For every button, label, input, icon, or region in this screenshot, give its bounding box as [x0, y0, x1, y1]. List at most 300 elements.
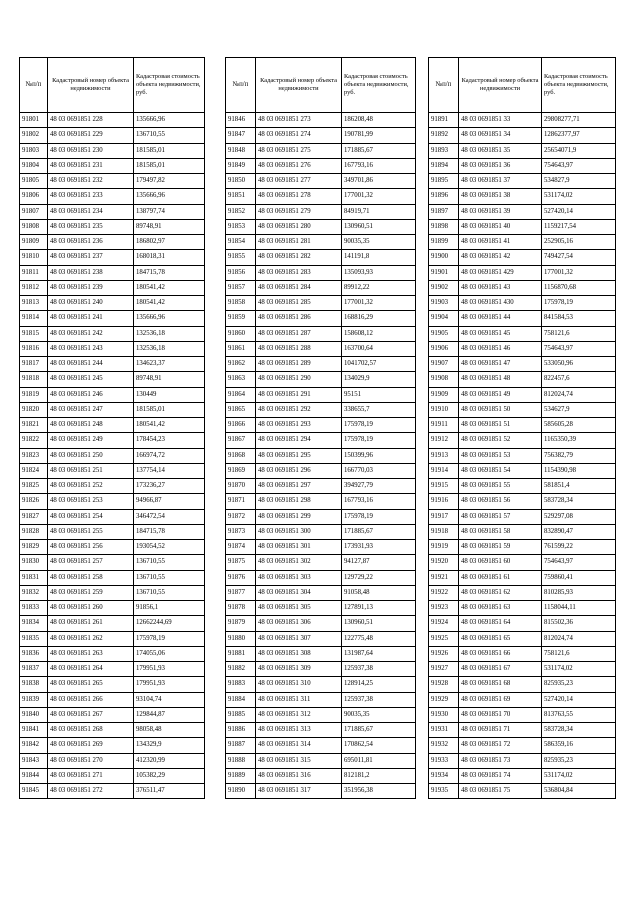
cell-num: 91932 — [429, 738, 459, 753]
table-row — [20, 723, 205, 738]
cell-num: 91931 — [429, 723, 459, 738]
cell-cadastral-cost: 29808277,71 — [542, 113, 616, 128]
cell-cadastral-number: 48 03 0691851 289 — [256, 357, 342, 372]
cell-num: 91886 — [226, 723, 256, 738]
table-row — [20, 372, 205, 387]
cell-cadastral-number: 48 03 0691851 234 — [48, 204, 134, 219]
cell-cadastral-cost: 134329,9 — [134, 738, 205, 753]
cell-cadastral-number: 48 03 0691851 238 — [48, 265, 134, 280]
table-row — [429, 357, 616, 372]
cell-cadastral-number: 48 03 0691851 312 — [256, 707, 342, 722]
cell-cadastral-number: 48 03 0691851 297 — [256, 479, 342, 494]
cell-cadastral-number: 48 03 0691851 70 — [459, 707, 542, 722]
table-row — [429, 311, 616, 326]
cell-cadastral-number: 48 03 0691851 300 — [256, 524, 342, 539]
header-cadastral-number: Кадастровый номер объекта недвижимости — [459, 58, 542, 113]
table-row — [226, 616, 416, 631]
cell-cadastral-cost: 171885,67 — [342, 143, 416, 158]
cell-num: 91841 — [20, 723, 48, 738]
cell-cadastral-number: 48 03 0691851 250 — [48, 448, 134, 463]
cell-num: 91806 — [20, 189, 48, 204]
cell-num: 91851 — [226, 189, 256, 204]
table-row — [429, 555, 616, 570]
cell-num: 91808 — [20, 219, 48, 234]
table-row — [226, 692, 416, 707]
table-row — [20, 128, 205, 143]
cell-cadastral-number: 48 03 0691851 67 — [459, 662, 542, 677]
table-row — [226, 570, 416, 585]
table-row — [429, 265, 616, 280]
cell-cadastral-number: 48 03 0691851 72 — [459, 738, 542, 753]
cell-num: 91900 — [429, 250, 459, 265]
cell-cadastral-number: 48 03 0691851 38 — [459, 189, 542, 204]
cell-num: 91870 — [226, 479, 256, 494]
table-row — [226, 585, 416, 600]
table-row — [429, 204, 616, 219]
cell-cadastral-cost: 179951,93 — [134, 677, 205, 692]
cell-cadastral-cost: 759860,41 — [542, 570, 616, 585]
cell-num: 91926 — [429, 646, 459, 661]
cell-cadastral-cost: 825935,23 — [542, 753, 616, 768]
cell-cadastral-cost: 125937,38 — [342, 662, 416, 677]
cell-cadastral-number: 48 03 0691851 230 — [48, 143, 134, 158]
cell-num: 91824 — [20, 463, 48, 478]
cell-cadastral-number: 48 03 0691851 284 — [256, 280, 342, 295]
cell-cadastral-number: 48 03 0691851 311 — [256, 692, 342, 707]
table-row — [20, 738, 205, 753]
cell-cadastral-number: 48 03 0691851 296 — [256, 463, 342, 478]
cell-num: 91802 — [20, 128, 48, 143]
cell-num: 91879 — [226, 616, 256, 631]
cell-num: 91804 — [20, 158, 48, 173]
cell-num: 91895 — [429, 174, 459, 189]
cell-cadastral-number: 48 03 0691851 50 — [459, 402, 542, 417]
cell-num: 91882 — [226, 662, 256, 677]
table-row — [20, 387, 205, 402]
table-row — [429, 677, 616, 692]
cell-cadastral-cost: 91058,48 — [342, 585, 416, 600]
cell-cadastral-number: 48 03 0691851 241 — [48, 311, 134, 326]
cell-cadastral-cost: 90035,35 — [342, 235, 416, 250]
cell-num: 91907 — [429, 357, 459, 372]
cell-cadastral-cost: 166974,72 — [134, 448, 205, 463]
cell-cadastral-number: 48 03 0691851 274 — [256, 128, 342, 143]
cell-cadastral-cost: 135093,93 — [342, 265, 416, 280]
cell-num: 91920 — [429, 555, 459, 570]
table-row — [226, 311, 416, 326]
header-cadastral-cost: Кадастровая стоимость объекта недвижимости, руб. — [542, 58, 616, 113]
cell-cadastral-number: 48 03 0691851 59 — [459, 540, 542, 555]
cell-cadastral-number: 48 03 0691851 47 — [459, 357, 542, 372]
cell-cadastral-cost: 130960,51 — [342, 219, 416, 234]
table-row — [20, 296, 205, 311]
table-row — [429, 433, 616, 448]
cell-num: 91887 — [226, 738, 256, 753]
cell-cadastral-cost: 754643,97 — [542, 555, 616, 570]
cell-cadastral-number: 48 03 0691851 44 — [459, 311, 542, 326]
cell-cadastral-number: 48 03 0691851 239 — [48, 280, 134, 295]
cell-cadastral-cost: 174055,06 — [134, 646, 205, 661]
cell-cadastral-cost: 351956,38 — [342, 784, 416, 799]
cell-cadastral-cost: 813763,55 — [542, 707, 616, 722]
table-row — [226, 463, 416, 478]
cell-cadastral-cost: 180541,42 — [134, 280, 205, 295]
table-row — [429, 784, 616, 799]
table-row — [226, 524, 416, 539]
table-row — [226, 677, 416, 692]
table-row — [226, 768, 416, 783]
table-row — [20, 448, 205, 463]
cell-cadastral-cost: 531174,02 — [542, 662, 616, 677]
cell-num: 91905 — [429, 326, 459, 341]
cell-cadastral-number: 48 03 0691851 317 — [256, 784, 342, 799]
table-row — [429, 128, 616, 143]
cell-num: 91834 — [20, 616, 48, 631]
cell-num: 91893 — [429, 143, 459, 158]
cell-num: 91925 — [429, 631, 459, 646]
cell-cadastral-cost: 166770,03 — [342, 463, 416, 478]
cell-num: 91891 — [429, 113, 459, 128]
table-row — [226, 448, 416, 463]
cell-cadastral-number: 48 03 0691851 309 — [256, 662, 342, 677]
cell-cadastral-number: 48 03 0691851 280 — [256, 219, 342, 234]
cell-cadastral-number: 48 03 0691851 288 — [256, 341, 342, 356]
table-row — [20, 250, 205, 265]
cell-cadastral-cost: 394927,79 — [342, 479, 416, 494]
table-row — [429, 113, 616, 128]
cell-cadastral-number: 48 03 0691851 266 — [48, 692, 134, 707]
table-row — [226, 204, 416, 219]
cell-num: 91894 — [429, 158, 459, 173]
cell-cadastral-cost: 1154390,98 — [542, 463, 616, 478]
cell-num: 91902 — [429, 280, 459, 295]
table-row — [20, 662, 205, 677]
cell-num: 91827 — [20, 509, 48, 524]
cell-num: 91921 — [429, 570, 459, 585]
cell-cadastral-cost: 756382,79 — [542, 448, 616, 463]
cell-cadastral-number: 48 03 0691851 276 — [256, 158, 342, 173]
table-row — [226, 143, 416, 158]
cell-num: 91828 — [20, 524, 48, 539]
table-row — [429, 540, 616, 555]
cell-cadastral-number: 48 03 0691851 258 — [48, 570, 134, 585]
cell-cadastral-number: 48 03 0691851 307 — [256, 631, 342, 646]
cell-cadastral-number: 48 03 0691851 293 — [256, 418, 342, 433]
table-body — [429, 113, 616, 799]
cell-cadastral-number: 48 03 0691851 313 — [256, 723, 342, 738]
cell-num: 91813 — [20, 296, 48, 311]
cell-num: 91858 — [226, 296, 256, 311]
table-row — [429, 341, 616, 356]
cell-cadastral-cost: 98058,48 — [134, 723, 205, 738]
table-row — [429, 158, 616, 173]
table-row — [20, 570, 205, 585]
cell-cadastral-number: 48 03 0691851 55 — [459, 479, 542, 494]
table-row — [429, 189, 616, 204]
table-row — [429, 601, 616, 616]
cell-cadastral-number: 48 03 0691851 240 — [48, 296, 134, 311]
table-row — [226, 601, 416, 616]
cell-cadastral-cost: 90035,35 — [342, 707, 416, 722]
cell-num: 91831 — [20, 570, 48, 585]
table-row — [226, 174, 416, 189]
table-row — [429, 524, 616, 539]
cell-cadastral-cost: 163700,64 — [342, 341, 416, 356]
table-row — [226, 707, 416, 722]
cell-cadastral-number: 48 03 0691851 43 — [459, 280, 542, 295]
table-row — [20, 601, 205, 616]
table-row — [226, 646, 416, 661]
cell-cadastral-number: 48 03 0691851 249 — [48, 433, 134, 448]
table-header-row — [226, 58, 416, 113]
cell-num: 91833 — [20, 601, 48, 616]
cell-num: 91913 — [429, 448, 459, 463]
cell-cadastral-number: 48 03 0691851 287 — [256, 326, 342, 341]
cell-cadastral-cost: 177001,32 — [342, 189, 416, 204]
cell-cadastral-number: 48 03 0691851 429 — [459, 265, 542, 280]
cell-num: 91871 — [226, 494, 256, 509]
cell-num: 91928 — [429, 677, 459, 692]
cell-num: 91881 — [226, 646, 256, 661]
cell-cadastral-cost: 536804,84 — [542, 784, 616, 799]
cell-num: 91812 — [20, 280, 48, 295]
cell-cadastral-number: 48 03 0691851 273 — [256, 113, 342, 128]
cell-cadastral-number: 48 03 0691851 46 — [459, 341, 542, 356]
table-row — [226, 418, 416, 433]
header-num: №п/п — [20, 58, 48, 113]
header-cadastral-cost: Кадастровая стоимость объекта недвижимости, руб. — [134, 58, 205, 113]
cell-cadastral-cost: 89912,22 — [342, 280, 416, 295]
cell-cadastral-cost: 349701,86 — [342, 174, 416, 189]
table-header-row — [429, 58, 616, 113]
cell-num: 91821 — [20, 418, 48, 433]
cell-cadastral-cost: 758121,6 — [542, 646, 616, 661]
cell-cadastral-cost: 758121,6 — [542, 326, 616, 341]
table-row — [429, 219, 616, 234]
cell-cadastral-cost: 754643,97 — [542, 158, 616, 173]
table-row — [429, 463, 616, 478]
cell-cadastral-number: 48 03 0691851 231 — [48, 158, 134, 173]
cell-num: 91866 — [226, 418, 256, 433]
cell-cadastral-number: 48 03 0691851 306 — [256, 616, 342, 631]
table-row — [20, 509, 205, 524]
cell-cadastral-cost: 583728,34 — [542, 723, 616, 738]
cell-cadastral-number: 48 03 0691851 243 — [48, 341, 134, 356]
cell-cadastral-number: 48 03 0691851 75 — [459, 784, 542, 799]
cell-num: 91847 — [226, 128, 256, 143]
cell-num: 91877 — [226, 585, 256, 600]
cell-cadastral-number: 48 03 0691851 292 — [256, 402, 342, 417]
cell-cadastral-cost: 761599,22 — [542, 540, 616, 555]
cell-cadastral-cost: 168816,29 — [342, 311, 416, 326]
cell-cadastral-number: 48 03 0691851 314 — [256, 738, 342, 753]
cell-cadastral-cost: 346472,54 — [134, 509, 205, 524]
table-row — [20, 494, 205, 509]
cell-num: 91809 — [20, 235, 48, 250]
cell-cadastral-cost: 175978,19 — [134, 631, 205, 646]
cell-cadastral-cost: 130449 — [134, 387, 205, 402]
cell-cadastral-cost: 158608,12 — [342, 326, 416, 341]
table-row — [20, 235, 205, 250]
cell-cadastral-number: 48 03 0691851 275 — [256, 143, 342, 158]
cell-num: 91883 — [226, 677, 256, 692]
cell-num: 91898 — [429, 219, 459, 234]
header-cadastral-cost: Кадастровая стоимость объекта недвижимости, руб. — [342, 58, 416, 113]
cell-cadastral-number: 48 03 0691851 248 — [48, 418, 134, 433]
cell-cadastral-number: 48 03 0691851 253 — [48, 494, 134, 509]
cell-num: 91848 — [226, 143, 256, 158]
cell-cadastral-number: 48 03 0691851 268 — [48, 723, 134, 738]
table-row — [20, 113, 205, 128]
cell-num: 91860 — [226, 326, 256, 341]
cell-cadastral-cost: 89748,91 — [134, 219, 205, 234]
cell-cadastral-cost: 168018,31 — [134, 250, 205, 265]
cell-cadastral-cost: 170862,54 — [342, 738, 416, 753]
cell-cadastral-number: 48 03 0691851 310 — [256, 677, 342, 692]
table-row — [20, 646, 205, 661]
cell-cadastral-cost: 179951,93 — [134, 662, 205, 677]
table-row — [429, 570, 616, 585]
cell-cadastral-cost: 91856,1 — [134, 601, 205, 616]
cell-num: 91903 — [429, 296, 459, 311]
cell-cadastral-cost: 832890,47 — [542, 524, 616, 539]
cell-num: 91933 — [429, 753, 459, 768]
cell-cadastral-number: 48 03 0691851 430 — [459, 296, 542, 311]
cell-cadastral-cost: 583728,34 — [542, 494, 616, 509]
table-row — [429, 585, 616, 600]
cell-num: 91852 — [226, 204, 256, 219]
cell-cadastral-cost: 190781,99 — [342, 128, 416, 143]
cell-cadastral-cost: 749427,54 — [542, 250, 616, 265]
cell-num: 91904 — [429, 311, 459, 326]
cell-num: 91872 — [226, 509, 256, 524]
cell-num: 91885 — [226, 707, 256, 722]
cell-num: 91810 — [20, 250, 48, 265]
cell-cadastral-number: 48 03 0691851 267 — [48, 707, 134, 722]
cell-num: 91876 — [226, 570, 256, 585]
cell-cadastral-number: 48 03 0691851 36 — [459, 158, 542, 173]
cadastral-table-2 — [225, 57, 416, 799]
cell-num: 91844 — [20, 768, 48, 783]
cell-cadastral-number: 48 03 0691851 256 — [48, 540, 134, 555]
table-row — [429, 509, 616, 524]
cell-cadastral-number: 48 03 0691851 255 — [48, 524, 134, 539]
cell-cadastral-cost: 171885,67 — [342, 524, 416, 539]
cell-cadastral-cost: 94127,87 — [342, 555, 416, 570]
cell-num: 91857 — [226, 280, 256, 295]
cell-num: 91888 — [226, 753, 256, 768]
table-row — [226, 189, 416, 204]
table-row — [429, 402, 616, 417]
cell-num: 91865 — [226, 402, 256, 417]
table-row — [226, 738, 416, 753]
cell-cadastral-number: 48 03 0691851 246 — [48, 387, 134, 402]
cell-num: 91867 — [226, 433, 256, 448]
cell-cadastral-cost: 252905,16 — [542, 235, 616, 250]
cell-cadastral-cost: 810285,93 — [542, 585, 616, 600]
table-row — [429, 662, 616, 677]
cell-num: 91884 — [226, 692, 256, 707]
table-row — [20, 540, 205, 555]
table-row — [429, 448, 616, 463]
cell-num: 91807 — [20, 204, 48, 219]
cell-cadastral-number: 48 03 0691851 42 — [459, 250, 542, 265]
cell-cadastral-cost: 171885,67 — [342, 723, 416, 738]
cell-cadastral-number: 48 03 0691851 308 — [256, 646, 342, 661]
cell-cadastral-number: 48 03 0691851 305 — [256, 601, 342, 616]
cell-cadastral-cost: 93104,74 — [134, 692, 205, 707]
cell-num: 91929 — [429, 692, 459, 707]
cell-cadastral-cost: 186802,97 — [134, 235, 205, 250]
cell-cadastral-number: 48 03 0691851 39 — [459, 204, 542, 219]
cell-num: 91864 — [226, 387, 256, 402]
cell-num: 91818 — [20, 372, 48, 387]
table-row — [429, 250, 616, 265]
table-row — [429, 174, 616, 189]
cell-cadastral-number: 48 03 0691851 54 — [459, 463, 542, 478]
cell-num: 91917 — [429, 509, 459, 524]
cell-cadastral-cost: 181585,01 — [134, 402, 205, 417]
table-row — [226, 784, 416, 799]
cell-cadastral-number: 48 03 0691851 277 — [256, 174, 342, 189]
cell-cadastral-cost: 131987,64 — [342, 646, 416, 661]
cell-cadastral-cost: 12862377,97 — [542, 128, 616, 143]
table-row — [20, 402, 205, 417]
cell-cadastral-number: 48 03 0691851 40 — [459, 219, 542, 234]
cell-num: 91909 — [429, 387, 459, 402]
cell-num: 91822 — [20, 433, 48, 448]
cell-cadastral-cost: 167793,16 — [342, 494, 416, 509]
cell-num: 91896 — [429, 189, 459, 204]
table-row — [20, 189, 205, 204]
cell-num: 91868 — [226, 448, 256, 463]
table-row — [429, 616, 616, 631]
cell-num: 91927 — [429, 662, 459, 677]
cell-cadastral-cost: 695011,81 — [342, 753, 416, 768]
table-row — [226, 326, 416, 341]
cell-cadastral-number: 48 03 0691851 294 — [256, 433, 342, 448]
cell-cadastral-cost: 534827,9 — [542, 174, 616, 189]
table-row — [20, 204, 205, 219]
header-cadastral-number: Кадастровый номер объекта недвижимости — [48, 58, 134, 113]
cell-cadastral-cost: 135666,96 — [134, 113, 205, 128]
cell-num: 91869 — [226, 463, 256, 478]
table-row — [429, 707, 616, 722]
cell-cadastral-cost: 338655,7 — [342, 402, 416, 417]
cell-num: 91819 — [20, 387, 48, 402]
table-row — [429, 494, 616, 509]
cell-cadastral-number: 48 03 0691851 299 — [256, 509, 342, 524]
table-row — [20, 524, 205, 539]
cell-cadastral-number: 48 03 0691851 283 — [256, 265, 342, 280]
table-row — [226, 723, 416, 738]
cell-num: 91850 — [226, 174, 256, 189]
table-row — [20, 585, 205, 600]
cell-cadastral-cost: 167793,16 — [342, 158, 416, 173]
cell-cadastral-cost: 135666,96 — [134, 311, 205, 326]
cell-cadastral-number: 48 03 0691851 51 — [459, 418, 542, 433]
cell-num: 91862 — [226, 357, 256, 372]
cell-cadastral-cost: 89748,91 — [134, 372, 205, 387]
cell-cadastral-number: 48 03 0691851 237 — [48, 250, 134, 265]
table-row — [20, 326, 205, 341]
cell-num: 91829 — [20, 540, 48, 555]
table-row — [429, 372, 616, 387]
cell-cadastral-cost: 1165350,39 — [542, 433, 616, 448]
table-row — [20, 280, 205, 295]
cell-cadastral-cost: 581851,4 — [542, 479, 616, 494]
cell-cadastral-cost: 129844,87 — [134, 707, 205, 722]
